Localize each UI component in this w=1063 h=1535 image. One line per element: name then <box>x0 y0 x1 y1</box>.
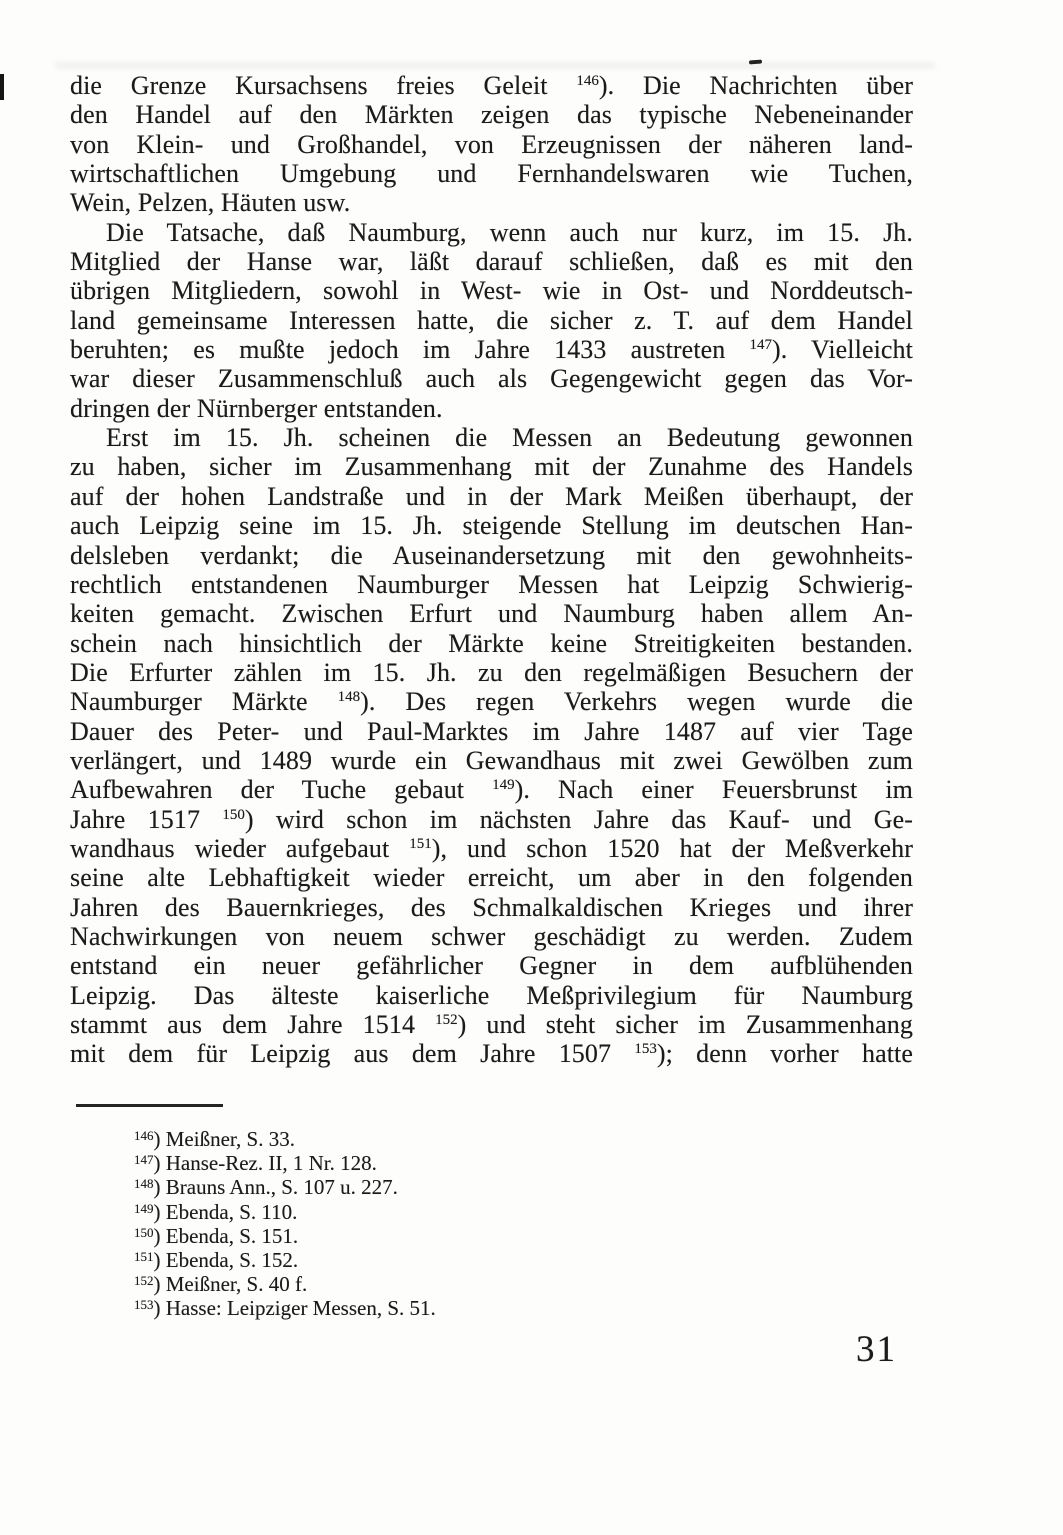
text-line: Jahre 1517 $^{150}$) wird schon im nächsten Jahre das Kauf- und Ge- <box>70 804 913 834</box>
text-line: delsleben verdankt; die Auseinandersetzung mit den gewohnheits- <box>70 540 913 570</box>
text-line: rechtlich entstandenen Naumburger Messen hat Leipzig Schwierig- <box>70 569 913 599</box>
text-line: die Grenze Kursachsens freies Geleit $^{146}$). Die Nachrichten über <box>70 71 913 100</box>
text-line: auch Leipzig seine im 15. Jh. steigende Stellung im deutschen Han- <box>70 511 913 541</box>
text-line: den Handel auf den Märkten zeigen das typische Nebeneinander <box>70 100 913 130</box>
footnote-ref: 146 <box>576 73 599 89</box>
footnote-ref: 153 <box>634 1041 657 1058</box>
text-line: verlängert, und 1489 wurde ein Gewandhaus mit zwei Gewölben zum <box>70 745 913 775</box>
text-line: Mitglied der Hanse war, läßt darauf schließen, daß es mit den <box>70 247 913 277</box>
main-text <box>70 71 913 1069</box>
page-number: 31 <box>856 1329 897 1370</box>
footnote: $^{147}$) Hanse-Rez. II, 1 Nr. 128. <box>134 1151 377 1176</box>
footnote-number: 153 <box>134 1297 154 1313</box>
text-line: Dauer des Peter- und Paul-Marktes im Jahre 1487 auf vier Tage <box>70 716 913 746</box>
text-line: land gemeinsame Interessen hatte, die sicher z. T. auf dem Handel <box>70 305 913 335</box>
scan-smudge <box>55 62 935 69</box>
text-line: Nachwirkungen von neuem schwer geschädigt zu werden. Zudem <box>70 921 913 951</box>
footnote: $^{152}$) Meißner, S. 40 f. <box>134 1272 308 1297</box>
text-line: entstand ein neuer gefährlicher Gegner in dem aufblühenden <box>70 951 913 981</box>
text-line: auf der hohen Landstraße und in der Mark Meißen überhaupt, der <box>70 481 913 511</box>
footnote: $^{146}$) Meißner, S. 33. <box>134 1127 295 1151</box>
text-line: schein nach hinsichtlich der Märkte keine Streitigkeiten bestanden. <box>70 628 913 658</box>
footnote: $^{153}$) Hasse: Leipziger Messen, S. 51. <box>134 1296 436 1321</box>
text-line: seine alte Lebhaftigkeit wieder erreicht, um aber in den folgenden <box>70 863 913 893</box>
text-line: Erst im 15. Jh. scheinen die Messen an Bedeutung gewonnen <box>106 423 913 453</box>
text-line: stammt aus dem Jahre 1514 $^{152}$) und steht sicher im Zusammenhang <box>70 1010 914 1039</box>
text-line: Leipzig. Das älteste kaiserliche Meßprivilegium für Naumburg <box>70 980 913 1010</box>
footnote: $^{151}$) Ebenda, S. 152. <box>134 1248 299 1273</box>
footnote: $^{150}$) Ebenda, S. 151. <box>134 1223 299 1248</box>
footnote-number: 148 <box>134 1176 154 1192</box>
footnote-number: 146 <box>134 1128 154 1143</box>
text-line: zu haben, sicher im Zusammenhang mit der Zunahme des Handels <box>70 452 913 482</box>
footnote-number: 151 <box>134 1249 154 1265</box>
text-line: von Klein- und Großhandel, von Erzeugnissen der näheren land- <box>70 129 913 159</box>
text-line: wandhaus wieder aufgebaut $^{151}$), und schon 1520 hat der Meßverkehr <box>70 833 913 863</box>
text-line: Jahren des Bauernkrieges, des Schmalkaldischen Krieges und ihrer <box>70 892 913 922</box>
footnote-ref: 150 <box>222 806 245 823</box>
footnote-ref: 147 <box>749 337 773 354</box>
text-line: beruhten; es mußte jedoch im Jahre 1433 austreten $^{147}$). Vielleicht <box>70 335 913 365</box>
text-line: Wein, Pelzen, Häuten usw. <box>70 188 351 218</box>
footnote-ref: 151 <box>409 835 432 852</box>
footnotes <box>134 1127 854 1321</box>
footnote: $^{149}$) Ebenda, S. 110. <box>134 1199 298 1224</box>
text-line: dringen der Nürnberger entstanden. <box>70 393 443 423</box>
footnote-number: 152 <box>134 1273 154 1289</box>
scan-edge-mark <box>0 74 4 100</box>
footnote-ref: 152 <box>435 1012 458 1028</box>
text-line: übrigen Mitgliedern, sowohl in West- wie in Ost- und Norddeutsch- <box>70 276 913 306</box>
text-line: Die Tatsache, daß Naumburg, wenn auch nur kurz, im 15. Jh. <box>106 217 913 247</box>
footnote-number: 147 <box>134 1152 154 1168</box>
footnote-divider <box>76 1104 223 1107</box>
footnote-ref: 149 <box>492 777 515 794</box>
text-line: wirtschaftlichen Umgebung und Fernhandelswaren wie Tuchen, <box>70 159 913 189</box>
text-line: Die Erfurter zählen im 15. Jh. zu den regelmäßigen Besuchern der <box>70 657 913 687</box>
text-line: war dieser Zusammenschluß auch als Gegengewicht gegen das Vor- <box>70 364 913 394</box>
text-line: Naumburger Märkte $^{148}$). Des regen Verkehrs wegen wurde die <box>70 687 913 717</box>
text-line: mit dem für Leipzig aus dem Jahre 1507 $^{153}$); denn vorher hatte <box>70 1039 914 1069</box>
text-line: Aufbewahren der Tuche gebaut $^{149}$). Nach einer Feuersbrunst im <box>70 775 913 805</box>
text-line: keiten gemacht. Zwischen Erfurt und Naumburg haben allem An- <box>70 599 913 629</box>
footnote-number: 149 <box>134 1200 154 1216</box>
footnote-number: 150 <box>134 1224 154 1240</box>
footnote: $^{148}$) Brauns Ann., S. 107 u. 227. <box>134 1175 398 1200</box>
footnote-ref: 148 <box>337 689 361 706</box>
